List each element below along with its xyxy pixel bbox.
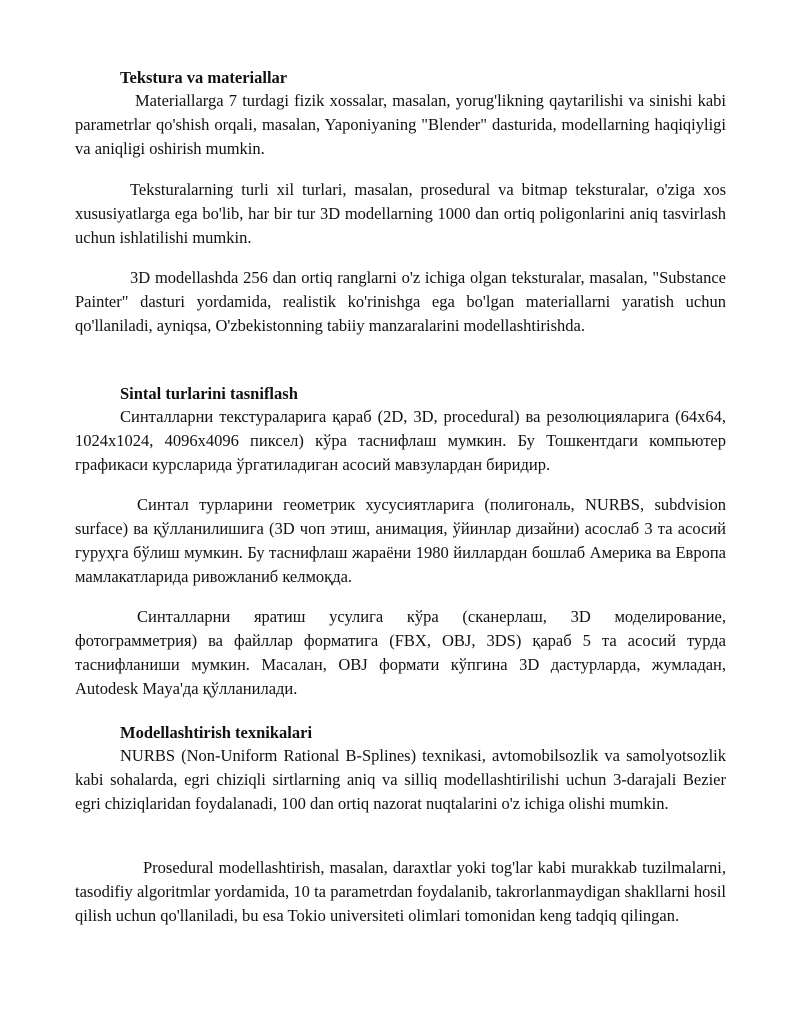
paragraph-texture-types: Teksturalarning turli xil turlari, masalan, prosedural va bitmap teksturalar, o'ziga xos xususiyatlarga ega bo'lib, har bir tur 3D modellarning 1000 dan ortiq poligonlarini aniq tasvirlash uchun ishlatilishi mumkin. <box>75 180 726 247</box>
paragraph-materials-properties: Materiallarga 7 turdagi fizik xossalar, masalan, yorug'likning qaytarilishi va sinishi kabi parametrlar qo'shish orqali, masalan, Yaponiyaning "Blender" dasturida, modellarning haqiqiyligi va aniqligi oshirish mumkin. <box>75 91 726 158</box>
paragraph-procedural-modeling: Prosedural modellashtirish, masalan, daraxtlar yoki tog'lar kabi murakkab tuzilmalarni, tasodifiy algoritmlar yordamida, 10 ta parametrdan foydalanib, takrorlanmaydigan shakllarni hosil qilish uchun qo'llaniladi, bu esa Tokio universiteti olimlari tomonidan keng tadqiq qilingan. <box>75 858 726 925</box>
section-heading-techniques: Modellashtirish texnikalari <box>120 723 313 742</box>
paragraph-3d-texturing: 3D modellashda 256 dan ortiq ranglarni o'z ichiga olgan teksturalar, masalan, "Substance Painter" dasturi yordamida, realistik ko'rinishga ega bo'lgan materiallarni yaratish uchun qo'llaniladi, ayniqsa, O'zbekistonning tabiiy manzaralarini modellashtirishda. <box>75 268 726 335</box>
paragraph-classification-method: Синталларни яратиш усулига кўра (сканерлаш, 3D моделирование, фотограмметрия) ва файллар форматига (FBX, OBJ, 3DS) қараб 5 та асосий турда таснифланиши мумкин. Масалан, OBJ формати кўпгина 3D дастурларда, жумладан, Autodesk Maya'да қўлланилади. <box>75 607 726 698</box>
paragraph-nurbs: NURBS (Non-Uniform Rational B-Splines) texnikasi, avtomobilsozlik va samolyotsozlik kabi sohalarda, egri chiziqli sirtlarning aniq va silliq modellashtirilishi uchun 3-darajali Bezier egri chiziqlaridan foydalanadi, 100 dan ortiq nazorat nuqtalarini o'z ichiga olishi mumkin. <box>75 746 726 813</box>
section-heading-classification: Sintal turlarini tasniflash <box>120 384 298 403</box>
paragraph-classification-geometry: Синтал турларини геометрик хусусиятларига (полигональ, NURBS, subdvision surface) ва қўлланилишига (3D чоп этиш, анимация, ўйинлар дизайни) асослаб 3 та асосий гуруҳга бўлиш мумкин. Бу таснифлаш жараёни 1980 йиллардан бошлаб Америка ва Европа мамлакатларида ривожланиб келмоқда. <box>75 495 726 586</box>
paragraph-classification-resolution: Синталларни текстураларига қараб (2D, 3D, procedural) ва резолюцияларига (64x64, 1024x1024, 4096x4096 пиксел) кўра таснифлаш мумкин. Бу Тошкентдаги компьютер графикаси курсларида ўргатиладиган асосий мавзулардан биридир. <box>75 407 726 474</box>
section-heading-textures: Tekstura va materiallar <box>120 68 288 87</box>
